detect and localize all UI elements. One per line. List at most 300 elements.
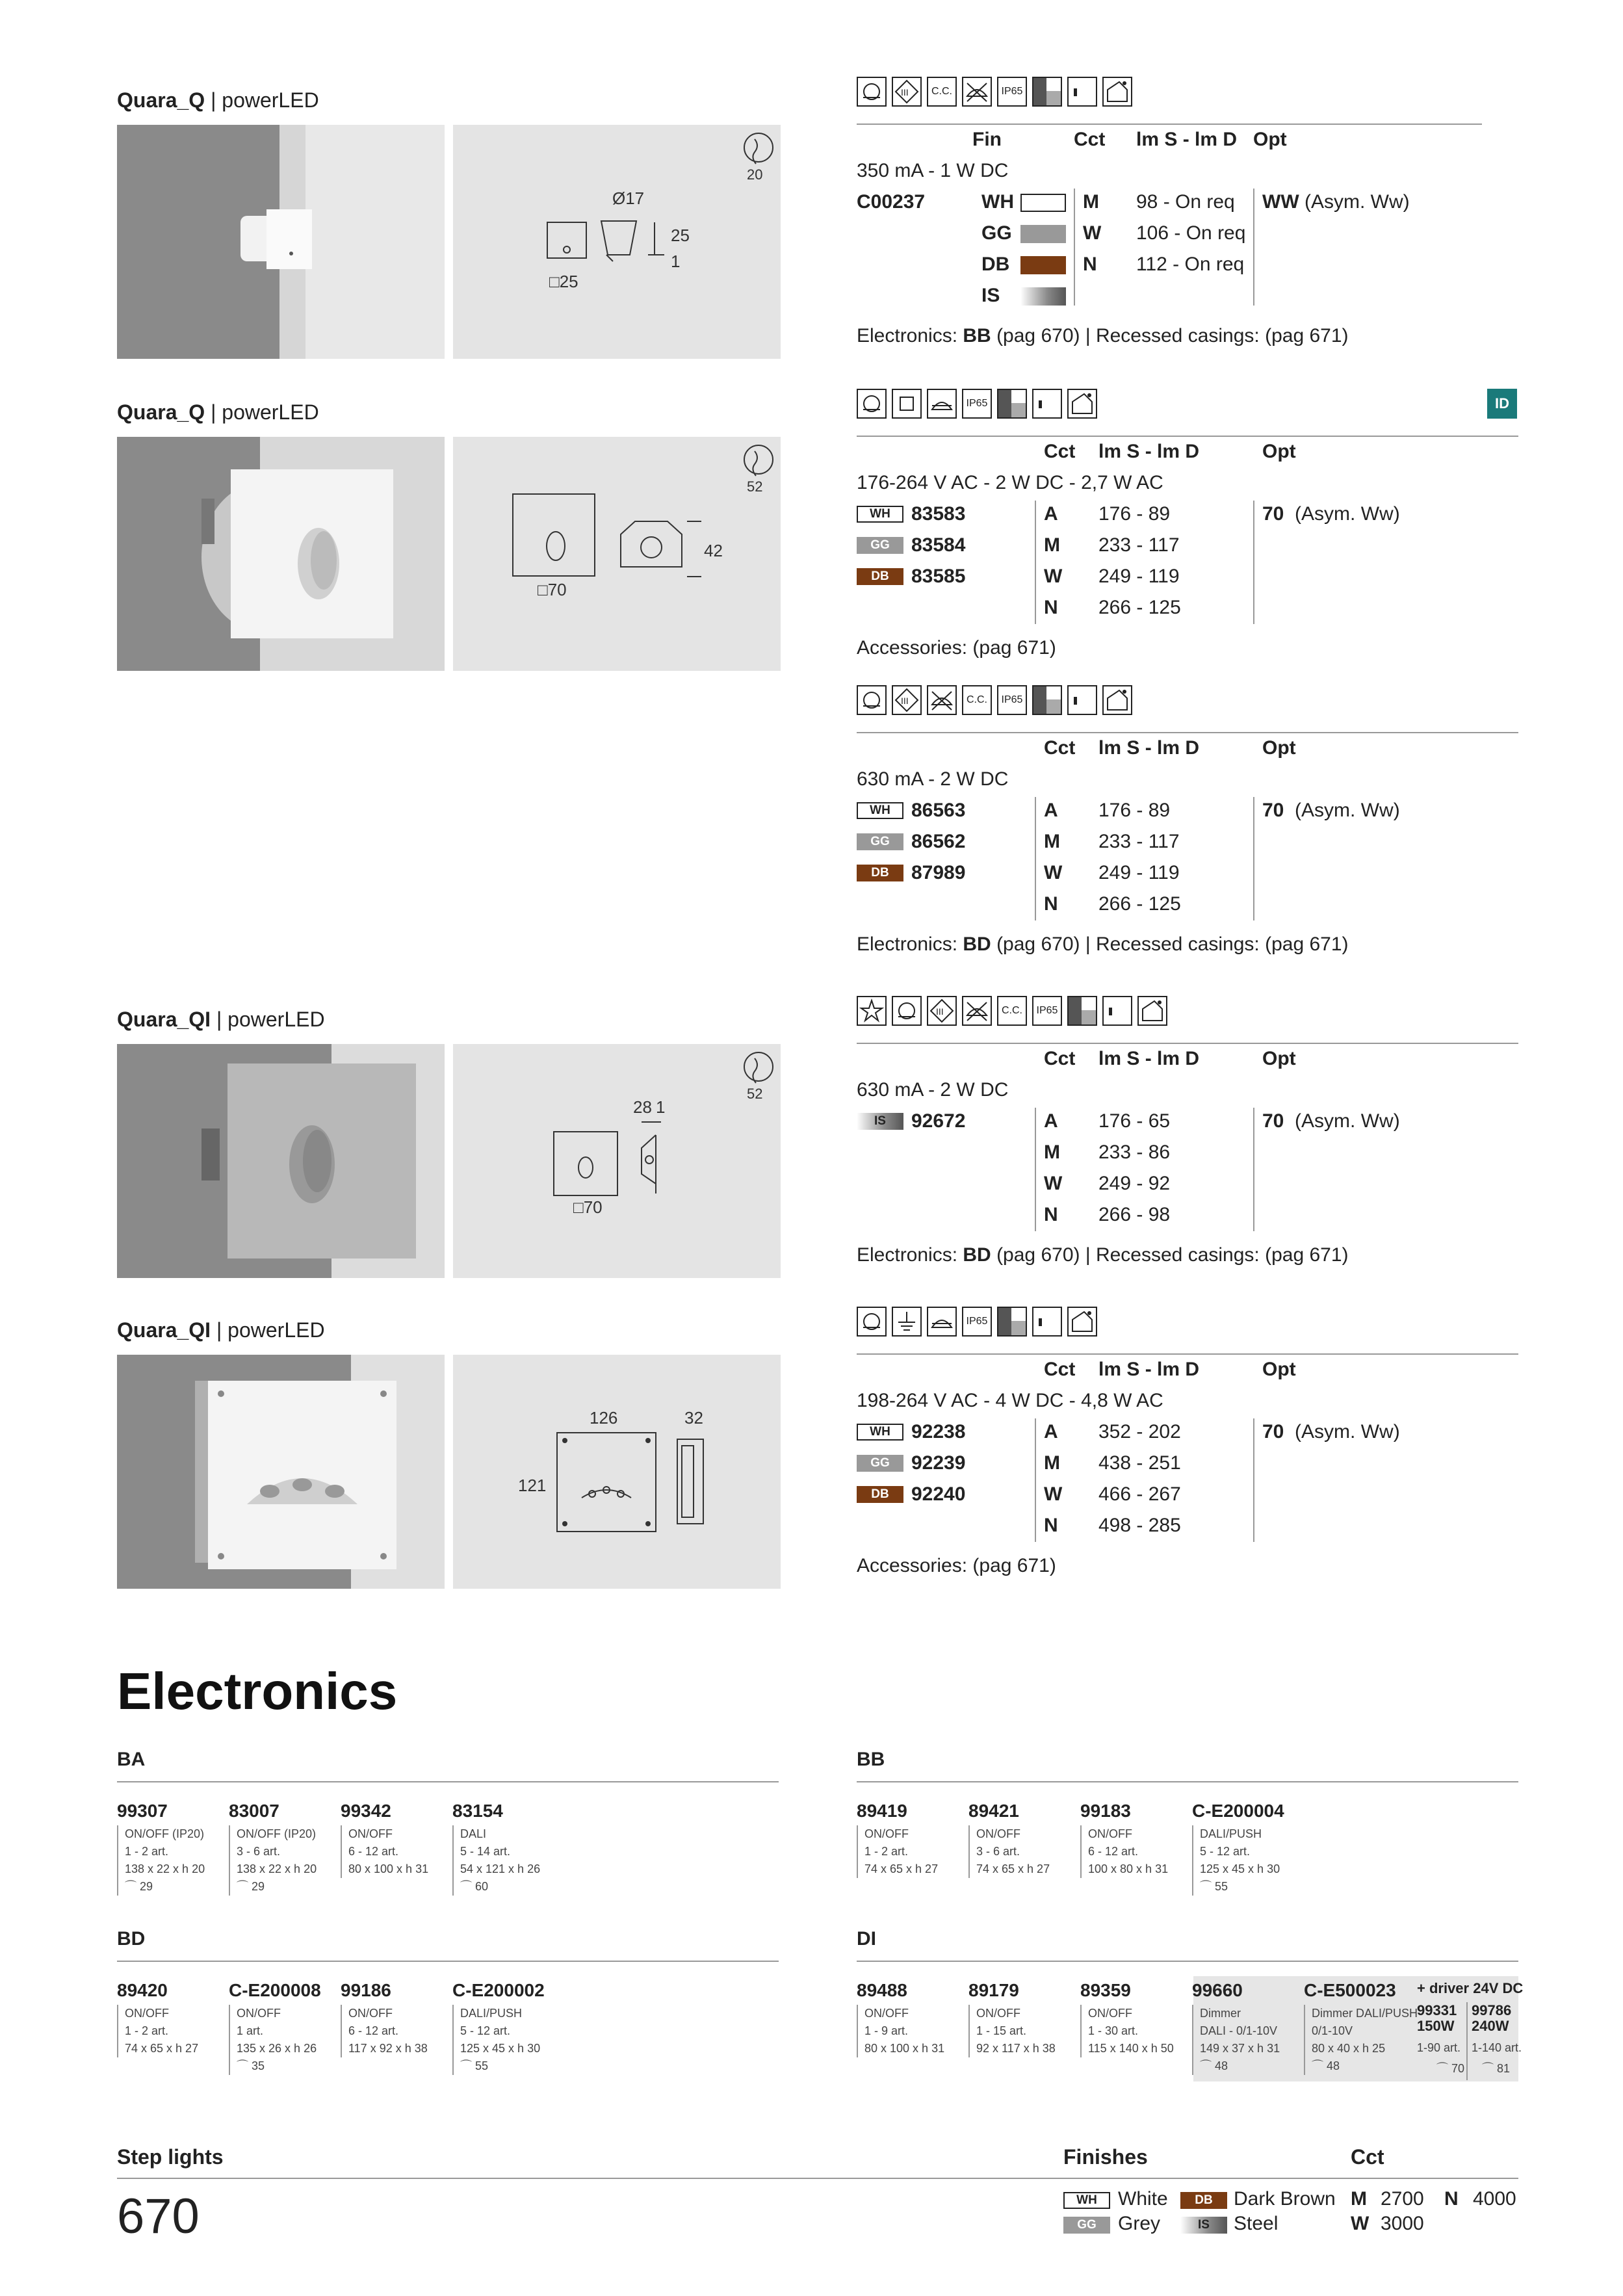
lumen-value: 106 - On req <box>1136 222 1246 244</box>
col-divider <box>1466 2002 1468 2080</box>
note-b: BB <box>963 325 991 346</box>
beam-angle: 20 <box>747 166 763 183</box>
beam-icon: ⌒ <box>460 2059 476 2072</box>
lumen-value: 233 - 117 <box>1098 831 1180 852</box>
col-cct: Cct <box>1044 737 1076 759</box>
feature-icons <box>857 389 1097 420</box>
driver-spec-line: 6 - 12 art. <box>348 2024 399 2037</box>
driver-spec-line: Dimmer <box>1200 2007 1241 2020</box>
lumen-value: 266 - 125 <box>1098 893 1181 915</box>
beam-icon: ⌒ <box>1200 1880 1215 1893</box>
driver-spec-line: 125 x 45 x h 30 <box>460 2042 541 2055</box>
ip65-icon: IP65 <box>997 685 1027 715</box>
beam-icon: ⌒ <box>1200 2059 1215 2072</box>
product-name: Quara_Q <box>117 88 205 112</box>
beam-icon: ⌒ <box>1312 2059 1327 2072</box>
col-divider <box>1253 1418 1254 1542</box>
product-photo <box>117 1044 445 1278</box>
col-cct: Cct <box>1044 441 1076 462</box>
driver-spec-line: DALI/PUSH <box>1200 1827 1262 1840</box>
dim-depth: 28 <box>633 1097 652 1117</box>
driver-spec-line: 54 x 121 x h 26 <box>460 1862 541 1875</box>
driver-spec-line: 1 - 2 art. <box>125 2024 169 2037</box>
driver-angle-value: 55 <box>1215 1880 1228 1893</box>
cct-code: N <box>1044 1204 1058 1225</box>
driver-spec <box>968 2005 1056 2057</box>
cct-code: N <box>1044 1515 1058 1536</box>
feature-icons <box>857 685 1132 716</box>
half-fill-icon <box>997 389 1027 419</box>
driver-spec-line: Dimmer DALI/PUSH <box>1312 2007 1418 2020</box>
cct-title: Cct <box>1351 2145 1384 2169</box>
finish-swatch-grey <box>1020 225 1066 243</box>
dim-width: □70 <box>538 580 567 599</box>
driver-code: 89179 <box>968 1980 1019 2000</box>
cct-value: 4000 <box>1473 2188 1516 2210</box>
product-footer-note: Accessories: (pag 671) <box>857 1555 1056 1576</box>
driver-angle-value: 48 <box>1215 2059 1228 2072</box>
driver-angle-value: 29 <box>140 1880 153 1893</box>
option <box>1262 1421 1400 1443</box>
dim-diameter: Ø17 <box>612 189 645 208</box>
cct-code: M <box>1083 191 1099 213</box>
finish-chip: WH <box>857 506 903 523</box>
col-lm: lm S - lm D <box>1098 1048 1200 1069</box>
finish-name: Dark Brown <box>1234 2188 1336 2210</box>
driver-angle <box>460 1878 540 1896</box>
ground-icon <box>892 1307 922 1337</box>
driver-spec-line: 0/1-10V <box>1312 2024 1353 2037</box>
supply: 350 mA - 1 W DC <box>857 160 1009 181</box>
dim-width: □70 <box>573 1197 603 1217</box>
product-type: | powerLED <box>211 1008 325 1031</box>
col-fin: Fin <box>972 129 1002 150</box>
lumen-value: 438 - 251 <box>1098 1452 1181 1474</box>
driver-spec <box>452 2005 540 2075</box>
cct-code: M <box>1044 831 1060 852</box>
note-b: BD <box>963 933 991 955</box>
col-divider <box>1253 189 1254 306</box>
product-title <box>117 88 319 112</box>
cc-icon: C.C. <box>997 996 1027 1026</box>
driver-angle <box>1200 1878 1280 1896</box>
electronics-group-title: BA <box>117 1749 146 1770</box>
product-title <box>117 1008 325 1032</box>
finish-chip: WH <box>1063 2192 1110 2209</box>
cct-code: N <box>1083 254 1097 275</box>
col-divider <box>1035 1418 1036 1542</box>
col-divider <box>1253 501 1254 624</box>
dim-width: 126 <box>590 1408 618 1428</box>
lumen-value: 98 - On req <box>1136 191 1235 213</box>
cct-code: A <box>1044 800 1058 821</box>
driver-spec-line: 5 - 14 art. <box>460 1845 511 1858</box>
bar-icon <box>1032 1307 1062 1337</box>
driver-spec-line: 1 - 9 art. <box>864 2024 909 2037</box>
driver-spec <box>1304 2005 1418 2075</box>
finish-swatch-white <box>1020 194 1066 212</box>
col-opt: Opt <box>1262 737 1296 759</box>
lumen-value: 249 - 92 <box>1098 1173 1171 1194</box>
driver-spec-line: 5 - 12 art. <box>1200 1845 1251 1858</box>
product-drawing <box>453 1355 781 1589</box>
driver-spec <box>1192 2005 1280 2075</box>
product-code: 83584 <box>911 534 966 556</box>
divider <box>857 436 1518 437</box>
col-divider <box>1253 797 1254 920</box>
lumen-value: 498 - 285 <box>1098 1515 1181 1536</box>
driver-spec <box>1080 1825 1168 1878</box>
finish-code: GG <box>981 222 1012 244</box>
driver-code: 89359 <box>1080 1980 1131 2000</box>
finish-chip: GG <box>857 1455 903 1472</box>
product-photo <box>117 125 445 359</box>
dome-icon <box>927 389 957 419</box>
driver-spec <box>229 2005 317 2075</box>
star-icon <box>857 996 887 1026</box>
driver-title: + driver 24V DC <box>1417 1980 1524 1996</box>
ip65-icon: IP65 <box>962 389 992 419</box>
driver-spec-line: 115 x 140 x h 50 <box>1088 2042 1174 2055</box>
corner-icon <box>1137 996 1167 1026</box>
finish-name: Grey <box>1118 2213 1161 2234</box>
driver-spec-line: 3 - 6 art. <box>237 1845 281 1858</box>
corner-icon <box>1102 685 1132 715</box>
driver-spec-line: ON/OFF <box>348 1827 393 1840</box>
driver-angle-value: 35 <box>252 2059 265 2072</box>
driver-code: C-E200004 <box>1192 1801 1284 1821</box>
option-code: 70 <box>1262 1110 1284 1132</box>
product-type: | powerLED <box>211 1318 325 1342</box>
driver-spec-line: 125 x 45 x h 30 <box>1200 1862 1280 1875</box>
class-iii-icon <box>892 685 922 715</box>
product-footer-note: Accessories: (pag 671) <box>857 637 1056 659</box>
lamp-rotate-icon <box>857 685 887 715</box>
half-fill-icon <box>1032 685 1062 715</box>
driver-code: C-E500023 <box>1304 1980 1396 2000</box>
col-divider <box>1035 797 1036 920</box>
note-a: Electronics: <box>857 1244 963 1266</box>
driver-arts: 1-140 art. <box>1472 2041 1522 2054</box>
product-footer-note <box>857 933 1349 956</box>
driver-code: 99786 <box>1472 2002 1512 2018</box>
col-lm: lm S - lm D <box>1098 1359 1200 1380</box>
driver-spec-line: 74 x 65 x h 27 <box>125 2042 199 2055</box>
bar-icon <box>1032 389 1062 419</box>
driver-angle-value: 70 <box>1451 2062 1465 2075</box>
driver-spec-line: 80 x 100 x h 31 <box>864 2042 945 2055</box>
product-code: C00237 <box>857 191 926 213</box>
col-cct: Cct <box>1044 1359 1076 1380</box>
cct-code: M <box>1044 534 1060 556</box>
finish-swatch-brown <box>1020 256 1066 274</box>
corner-icon <box>1067 1307 1097 1337</box>
finish-chip: DB <box>1180 2192 1227 2209</box>
driver-angle <box>1436 2059 1464 2076</box>
driver-angle <box>460 2057 540 2075</box>
product-title <box>117 400 319 424</box>
divider <box>117 2178 1518 2179</box>
driver-angle <box>1200 2057 1280 2075</box>
driver-code: 99183 <box>1080 1801 1131 1821</box>
supply: 630 mA - 2 W DC <box>857 1079 1009 1101</box>
product-code: 92240 <box>911 1483 966 1505</box>
class-iii-icon <box>892 77 922 107</box>
note-c: (pag 670) | Recessed casings: (pag 671) <box>991 1244 1349 1266</box>
driver-code: 89488 <box>857 1980 907 2000</box>
driver-angle <box>237 1878 317 1896</box>
lumen-value: 266 - 98 <box>1098 1204 1171 1225</box>
cct-code: W <box>1044 1483 1063 1505</box>
lumen-value: 249 - 119 <box>1098 566 1180 587</box>
square-icon <box>892 389 922 419</box>
col-divider <box>1035 1108 1036 1231</box>
col-divider <box>1253 1108 1254 1231</box>
lumen-value: 176 - 89 <box>1098 800 1171 821</box>
cct-value: 3000 <box>1381 2213 1424 2234</box>
feature-icons <box>857 996 1167 1027</box>
driver-code: 83007 <box>229 1801 279 1821</box>
product-code: 92672 <box>911 1110 966 1132</box>
driver-angle-value: 29 <box>252 1880 265 1893</box>
driver-code: 99660 <box>1192 1980 1243 2000</box>
driver-spec <box>857 1825 938 1878</box>
cct-code: W <box>1044 1173 1063 1194</box>
driver-angle <box>1482 2059 1510 2076</box>
svg-text:III: III <box>901 87 909 98</box>
note-a: Electronics: <box>857 933 963 955</box>
lamp-rotate-icon <box>857 77 887 107</box>
option-code: WW <box>1262 191 1299 213</box>
driver-code: C-E200008 <box>229 1980 321 2000</box>
finish-chip: IS <box>1180 2217 1227 2234</box>
lamp-rotate-icon <box>857 1307 887 1337</box>
driver-spec-line: ON/OFF <box>976 2007 1020 2020</box>
cct-code: W <box>1083 222 1102 244</box>
divider <box>857 124 1482 125</box>
driver-power: 240W <box>1472 2018 1509 2034</box>
svg-text:III: III <box>936 1006 944 1017</box>
id-badge: ID <box>1487 389 1517 419</box>
driver-spec-line: ON/OFF <box>348 2007 393 2020</box>
driver-spec-line: 117 x 92 x h 38 <box>348 2042 428 2055</box>
no-cover-icon <box>962 996 992 1026</box>
cct-code: M <box>1044 1141 1060 1163</box>
cct-code: N <box>1444 2188 1459 2210</box>
svg-text:III: III <box>901 696 909 706</box>
driver-spec-line: 100 x 80 x h 31 <box>1088 1862 1169 1875</box>
class-iii-icon <box>927 996 957 1026</box>
product-type: | powerLED <box>205 400 319 424</box>
driver-spec <box>341 2005 428 2057</box>
driver-spec-line: ON/OFF <box>1088 1827 1132 1840</box>
option-text: (Asym. Ww) <box>1295 1110 1400 1132</box>
cct-code: W <box>1044 566 1063 587</box>
dim-height: 42 <box>704 541 723 560</box>
cct-code: W <box>1044 862 1063 883</box>
driver-code: 99342 <box>341 1801 391 1821</box>
driver-spec <box>452 1825 540 1896</box>
half-fill-icon <box>1067 996 1097 1026</box>
driver-spec-line: ON/OFF <box>1088 2007 1132 2020</box>
finish-name: Steel <box>1234 2213 1279 2234</box>
cct-code: M <box>1351 2188 1367 2210</box>
driver-spec-line: 6 - 12 art. <box>1088 1845 1139 1858</box>
finish-chip: WH <box>857 802 903 819</box>
finish-code: WH <box>981 191 1014 213</box>
driver-spec-line: 74 x 65 x h 27 <box>864 1862 939 1875</box>
divider <box>117 1781 779 1782</box>
driver-spec-line: DALI <box>460 1827 487 1840</box>
note-c: (pag 670) | Recessed casings: (pag 671) <box>991 933 1349 955</box>
product-code: 83583 <box>911 503 966 525</box>
dim-height: 25 <box>671 226 690 245</box>
option <box>1262 503 1400 525</box>
driver-spec-line: ON/OFF <box>125 2007 169 2020</box>
finish-chip: GG <box>1063 2217 1110 2234</box>
driver-spec-line: 92 x 117 x h 38 <box>976 2042 1056 2055</box>
lumen-value: 266 - 125 <box>1098 597 1181 618</box>
driver-spec <box>117 2005 198 2057</box>
finish-chip: DB <box>857 865 903 881</box>
note-c: (pag 670) | Recessed casings: (pag 671) <box>991 325 1349 346</box>
col-divider <box>1074 189 1075 306</box>
driver-spec-line: 1 - 2 art. <box>125 1845 169 1858</box>
col-divider <box>1035 501 1036 624</box>
ip65-icon: IP65 <box>1032 996 1062 1026</box>
finish-chip: WH <box>857 1424 903 1441</box>
ip65-icon: IP65 <box>962 1307 992 1337</box>
cct-code: A <box>1044 503 1058 525</box>
electronics-group-title: BD <box>117 1928 146 1950</box>
col-cct: Cct <box>1074 129 1106 150</box>
lumen-value: 233 - 117 <box>1098 534 1180 556</box>
product-code: 92239 <box>911 1452 966 1474</box>
lumen-value: 249 - 119 <box>1098 862 1180 883</box>
product-title <box>117 1318 325 1342</box>
page-number: 670 <box>117 2189 200 2244</box>
driver-spec-line: 3 - 6 art. <box>976 1845 1020 1858</box>
no-cover-icon <box>927 685 957 715</box>
driver-arts: 1-90 art. <box>1417 2041 1461 2054</box>
section-title: Electronics <box>117 1662 398 1720</box>
driver-angle-value: 48 <box>1327 2059 1340 2072</box>
driver-spec-line: DALI/PUSH <box>460 2007 523 2020</box>
cct-code: N <box>1044 597 1058 618</box>
option-code: 70 <box>1262 503 1284 525</box>
divider <box>857 1961 1518 1962</box>
driver-spec-line: 149 x 37 x h 31 <box>1200 2042 1280 2055</box>
option <box>1262 1110 1400 1132</box>
cct-code: A <box>1044 1110 1058 1132</box>
col-opt: Opt <box>1262 441 1296 462</box>
beam-icon: ⌒ <box>237 1880 252 1893</box>
col-opt: Opt <box>1262 1359 1296 1380</box>
dim-depth: 1 <box>671 252 681 271</box>
driver-spec-line: 6 - 12 art. <box>348 1845 399 1858</box>
driver-spec-line: 138 x 22 x h 20 <box>237 1862 317 1875</box>
product-footer-note <box>857 325 1349 347</box>
driver-spec-line: 1 - 30 art. <box>1088 2024 1139 2037</box>
bar-icon <box>1102 996 1132 1026</box>
driver-spec <box>857 2005 944 2057</box>
dim-depth: 32 <box>684 1408 703 1428</box>
divider <box>857 1043 1518 1044</box>
no-cover-icon <box>962 77 992 107</box>
lumen-value: 176 - 65 <box>1098 1110 1171 1132</box>
product-name: Quara_QI <box>117 1318 211 1342</box>
driver-spec-line: ON/OFF <box>864 2007 909 2020</box>
product-type: | powerLED <box>205 88 319 112</box>
divider <box>857 1781 1518 1782</box>
lamp-rotate-icon <box>892 996 922 1026</box>
lumen-value: 176 - 89 <box>1098 503 1171 525</box>
bar-icon <box>1067 77 1097 107</box>
lumen-value: 233 - 86 <box>1098 1141 1171 1163</box>
driver-code: 99331 <box>1417 2002 1457 2018</box>
option-text: (Asym. Ww) <box>1295 1421 1400 1442</box>
driver-spec-line: ON/OFF <box>976 1827 1020 1840</box>
beam-angle: 52 <box>747 1086 763 1102</box>
option-code: 70 <box>1262 800 1284 821</box>
option-code: 70 <box>1262 1421 1284 1442</box>
driver-code: 89421 <box>968 1801 1019 1821</box>
electronics-group-title: DI <box>857 1928 876 1950</box>
note-a: Electronics: <box>857 325 963 346</box>
driver-spec <box>229 1825 317 1896</box>
dim-height: 121 <box>518 1476 547 1495</box>
driver-spec-line: 5 - 12 art. <box>460 2024 511 2037</box>
driver-angle <box>237 2057 317 2075</box>
finish-chip: DB <box>857 1486 903 1503</box>
finishes-title: Finishes <box>1063 2145 1148 2169</box>
product-drawing <box>453 437 781 671</box>
driver-spec-line: 138 x 22 x h 20 <box>125 1862 205 1875</box>
col-lm: lm S - lm D <box>1136 129 1238 150</box>
product-name: Quara_Q <box>117 400 205 424</box>
cct-code: N <box>1044 893 1058 915</box>
driver-spec-line: ON/OFF <box>864 1827 909 1840</box>
corner-icon <box>1102 77 1132 107</box>
finish-chip: GG <box>857 833 903 850</box>
note-b: BD <box>963 1244 991 1266</box>
driver-code: 83154 <box>452 1801 503 1821</box>
cct-value: 2700 <box>1381 2188 1424 2210</box>
product-code: 92238 <box>911 1421 966 1442</box>
product-code: 83585 <box>911 566 966 587</box>
driver-spec-line: 1 art. <box>237 2024 264 2037</box>
lamp-rotate-icon <box>857 389 887 419</box>
beam-icon: ⌒ <box>237 2059 252 2072</box>
driver-angle-value: 60 <box>475 1880 489 1893</box>
driver-spec-line: 135 x 26 x h 26 <box>237 2042 317 2055</box>
col-opt: Opt <box>1253 129 1287 150</box>
beam-icon: ⌒ <box>1436 2062 1448 2075</box>
product-name: Quara_QI <box>117 1008 211 1031</box>
product-drawing <box>453 125 781 359</box>
driver-spec <box>968 1825 1050 1878</box>
product-photo <box>117 1355 445 1589</box>
half-fill-icon <box>997 1307 1027 1337</box>
half-fill-icon <box>1032 77 1062 107</box>
supply: 198-264 V AC - 4 W DC - 4,8 W AC <box>857 1390 1163 1411</box>
corner-icon <box>1067 389 1097 419</box>
lumen-value: 466 - 267 <box>1098 1483 1181 1505</box>
ip65-icon: IP65 <box>997 77 1027 107</box>
cct-code: W <box>1351 2213 1370 2234</box>
driver-spec-line: ON/OFF (IP20) <box>125 1827 205 1840</box>
driver-angle <box>125 1878 205 1896</box>
